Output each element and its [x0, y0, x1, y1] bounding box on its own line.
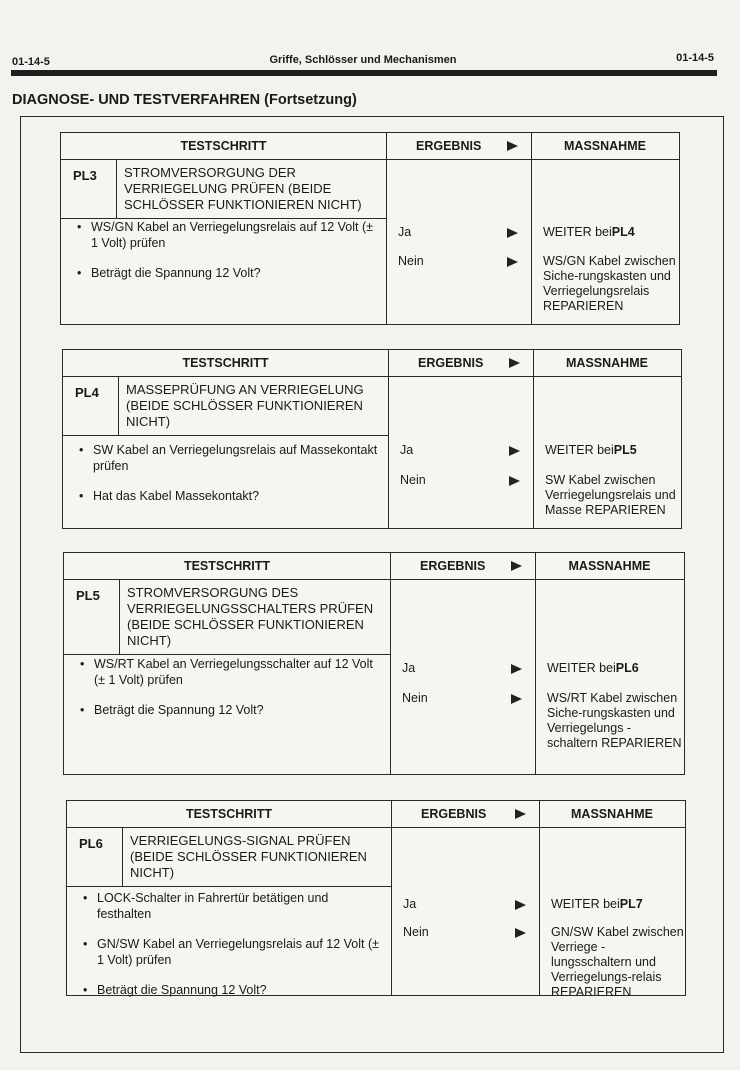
test-step-table [60, 132, 680, 325]
test-step-table [66, 800, 686, 999]
result-no: Nein [402, 691, 428, 705]
action-no: WS/GN Kabel zwischen Siche-rungskasten und Verriegelungsrelais REPARIEREN [543, 254, 676, 313]
instruction-bullet: • SW Kabel an Verriegelungsrelais auf Massekontakt prüfen [79, 442, 380, 474]
step-header [67, 828, 391, 887]
col-header-result: ERGEBNIS [420, 559, 486, 573]
arrow-icon [507, 228, 518, 238]
step-instructions [79, 442, 380, 518]
section-title: DIAGNOSE- UND TESTVERFAHREN (Fortsetzung) [12, 92, 357, 108]
col-header-result: ERGEBNIS [418, 356, 484, 370]
test-step-table [62, 349, 682, 529]
result-yes: Ja [403, 897, 417, 911]
running-header [12, 52, 714, 66]
arrow-icon [515, 900, 526, 910]
action-yes-target: PL7 [619, 897, 643, 911]
step-instructions [83, 890, 383, 1012]
action-yes-prefix: WEITER bei [543, 225, 612, 239]
result-yes: Ja [398, 225, 412, 239]
arrow-icon [509, 446, 520, 456]
instruction-bullet: • Beträgt die Spannung 12 Volt? [77, 265, 378, 281]
result-yes: Ja [402, 661, 416, 675]
instruction-bullet: • WS/GN Kabel an Verriegelungsrelais auf 12 Volt (± 1 Volt) prüfen [77, 219, 378, 251]
step-title: VERRIEGELUNGS-SIGNAL PRÜFEN (BEIDE SCHLÖSSER FUNKTIONIEREN NICHT) [130, 833, 367, 880]
chapter-title: Griffe, Schlösser und Mechanismen [269, 54, 457, 66]
step-header [64, 580, 390, 655]
col-header-action: MASSNAHME [568, 559, 651, 573]
action-yes-prefix: WEITER bei [551, 897, 620, 911]
step-title: MASSEPRÜFUNG AN VERRIEGELUNG (BEIDE SCHLÖSSER FUNKTIONIEREN NICHT) [126, 382, 364, 429]
arrow-icon [509, 476, 520, 486]
col-header-test: TESTSCHRITT [185, 807, 273, 821]
action-yes [551, 897, 686, 912]
arrow-icon [511, 561, 522, 571]
step-id: PL4 [63, 377, 119, 435]
instruction-bullet: • Beträgt die Spannung 12 Volt? [80, 702, 382, 718]
col-header-test: TESTSCHRITT [182, 356, 269, 370]
col-header-result: ERGEBNIS [416, 139, 482, 153]
page-number-right: 01-14-5 [676, 52, 714, 64]
test-step-table [63, 552, 685, 775]
action-no: GN/SW Kabel zwischen Verriege - lungsschaltern und Verriegelungs-relais REPARIEREN [551, 925, 684, 999]
arrow-icon [507, 257, 518, 267]
arrow-icon [511, 664, 522, 674]
arrow-icon [509, 358, 520, 368]
result-yes: Ja [400, 443, 414, 457]
action-yes [547, 661, 682, 676]
col-header-action: MASSNAHME [571, 807, 653, 821]
instruction-bullet: • Hat das Kabel Massekontakt? [79, 488, 380, 504]
step-id: PL3 [61, 160, 117, 218]
step-id: PL6 [67, 828, 123, 886]
step-id: PL5 [64, 580, 120, 654]
action-yes [543, 225, 678, 240]
col-header-action: MASSNAHME [564, 139, 646, 153]
arrow-icon [515, 928, 526, 938]
instruction-bullet: • WS/RT Kabel an Verriegelungsschalter auf 12 Volt (± 1 Volt) prüfen [80, 656, 382, 688]
instruction-bullet: • Beträgt die Spannung 12 Volt? [83, 982, 383, 998]
action-yes [545, 443, 680, 458]
col-header-result: ERGEBNIS [421, 807, 487, 821]
step-header [61, 160, 386, 219]
action-no: SW Kabel zwischen Verriegelungsrelais und Masse REPARIEREN [545, 473, 676, 517]
action-no: WS/RT Kabel zwischen Siche-rungskasten und Verriegelungs - schaltern REPARIEREN [547, 691, 682, 750]
col-header-test: TESTSCHRITT [183, 559, 271, 573]
action-yes-prefix: WEITER bei [547, 661, 616, 675]
arrow-icon [511, 694, 522, 704]
col-header-action: MASSNAHME [566, 356, 648, 370]
action-yes-target: PL6 [615, 661, 639, 675]
action-yes-target: PL5 [613, 443, 637, 457]
arrow-icon [515, 809, 526, 819]
header-rule [11, 70, 717, 76]
action-yes-target: PL4 [611, 225, 635, 239]
step-instructions [80, 656, 382, 732]
col-header-test: TESTSCHRITT [180, 139, 267, 153]
arrow-icon [507, 141, 518, 151]
result-no: Nein [400, 473, 426, 487]
result-no: Nein [398, 254, 424, 268]
step-instructions [77, 219, 378, 295]
step-title: STROMVERSORGUNG DER VERRIEGELUNG PRÜFEN (BEIDE SCHLÖSSER FUNKTIONIEREN NICHT) [124, 165, 362, 212]
instruction-bullet: • LOCK-Schalter in Fahrertür betätigen und festhalten [83, 890, 383, 922]
step-header [63, 377, 388, 436]
result-no: Nein [403, 925, 429, 939]
action-yes-prefix: WEITER bei [545, 443, 614, 457]
step-title: STROMVERSORGUNG DES VERRIEGELUNGSSCHALTERS PRÜFEN (BEIDE SCHLÖSSER FUNKTIONIEREN NICHT) [127, 585, 374, 648]
page-number-left: 01-14-5 [12, 56, 50, 68]
instruction-bullet: • GN/SW Kabel an Verriegelungsrelais auf 12 Volt (± 1 Volt) prüfen [83, 936, 383, 968]
